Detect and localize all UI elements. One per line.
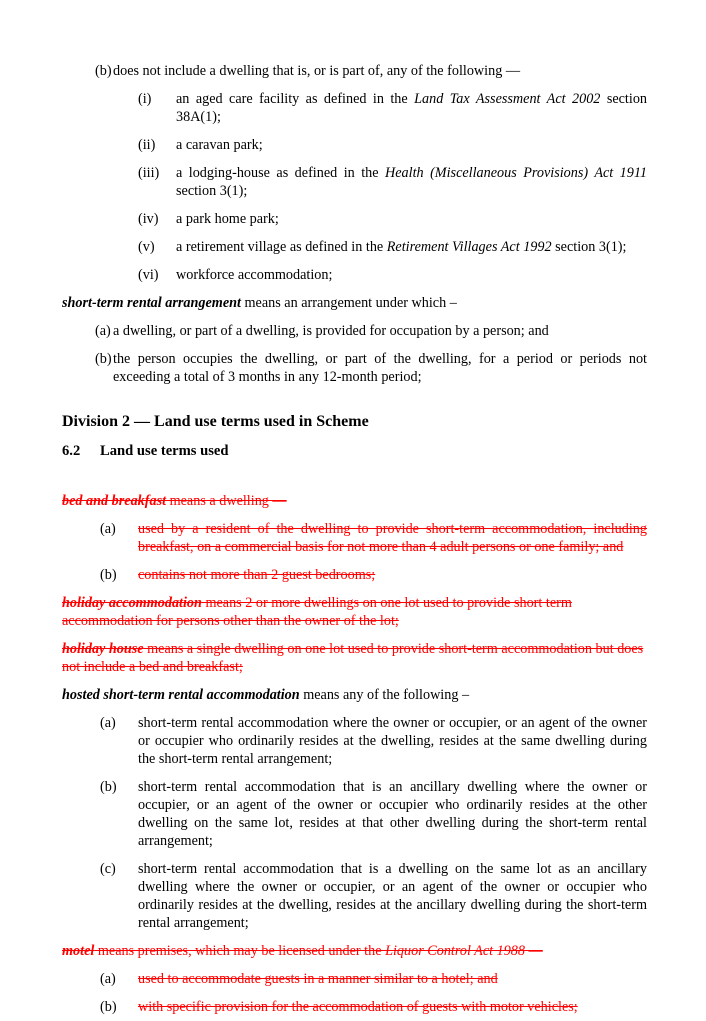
list-item xyxy=(62,998,647,1016)
list-item-text xyxy=(138,714,647,768)
list-marker: (i) xyxy=(138,91,152,107)
list-marker: (b) xyxy=(95,63,112,79)
list-item xyxy=(62,860,647,932)
list-item-text xyxy=(176,238,647,256)
list-marker: (a) xyxy=(100,521,116,537)
section-heading xyxy=(62,442,647,460)
list-item xyxy=(62,266,647,284)
list-marker: (a) xyxy=(100,715,116,731)
text-run: the person occupies the dwelling, or part of the dwelling, for a period or periods not exceeding a total of 3 months in any 12-month period; xyxy=(113,351,647,385)
list-marker: (a) xyxy=(95,323,111,339)
defined-term: short-term rental arrangement xyxy=(62,295,241,311)
list-item xyxy=(62,520,647,556)
paragraph xyxy=(62,294,647,312)
list-item-text xyxy=(113,322,647,340)
list-item-text xyxy=(176,164,647,200)
list-item xyxy=(62,62,647,80)
list-item-text xyxy=(176,266,647,284)
list-item-text xyxy=(138,566,647,584)
deleted-text-run: accommodation for persons other than the owner of the lot; xyxy=(62,613,399,629)
text-run: means any of the following – xyxy=(299,687,470,703)
list-marker: (iv) xyxy=(138,211,159,227)
list-item-text xyxy=(176,90,647,126)
text-run: section 3(1); xyxy=(551,239,627,255)
list-marker: (c) xyxy=(100,861,116,877)
deleted-text-run: means 2 or more dwellings on one lot used to provide short term xyxy=(201,595,572,611)
list-item xyxy=(62,210,647,228)
list-item xyxy=(62,90,647,126)
text-run: a caravan park; xyxy=(176,137,263,153)
list-marker: (b) xyxy=(100,779,117,795)
list-item xyxy=(62,970,647,988)
list-item-text xyxy=(138,778,647,850)
list-marker: (v) xyxy=(138,239,155,255)
deleted-text-run: contains not more than 2 guest bedrooms; xyxy=(138,567,376,583)
list-marker: (a) xyxy=(100,971,116,987)
list-item-text xyxy=(113,350,647,386)
deleted-text-run: holiday house xyxy=(62,641,144,657)
document-body xyxy=(62,62,647,1016)
section-number: 6.2 xyxy=(62,443,81,459)
text-run: short-term rental accommodation that is an ancillary dwelling where the owner or occupier, or an agent of the owner or occupier who ordinarily resides at the other dwelling on the same lot, resides at that other dwelling during the short-term rental arrangement; xyxy=(138,779,647,849)
deleted-text-run: — xyxy=(525,943,543,959)
list-item-text xyxy=(138,998,647,1016)
text-run: short-term rental accommodation where the owner or occupier, or an agent of the owner or occupier who ordinarily resides at the dwelling, resides at the same dwelling during the short-term rental arrangement; xyxy=(138,715,647,767)
paragraph xyxy=(62,640,647,676)
division-heading: Division 2 — Land use terms used in Scheme xyxy=(62,413,369,430)
list-item xyxy=(62,164,647,200)
list-item xyxy=(62,778,647,850)
list-item xyxy=(62,322,647,340)
paragraph xyxy=(62,686,647,704)
text-run: an aged care facility as defined in the xyxy=(176,91,415,107)
list-item-text xyxy=(176,136,647,154)
list-item-text xyxy=(138,970,647,988)
deleted-text-run: motel xyxy=(62,943,95,959)
list-item xyxy=(62,136,647,154)
list-item xyxy=(62,566,647,584)
text-run: section 3(1); xyxy=(176,183,248,199)
text-run: Retirement Villages Act 1992 xyxy=(386,239,552,255)
list-marker: (iii) xyxy=(138,165,160,181)
text-run: a park home park; xyxy=(176,211,279,227)
text-run: Land Tax Assessment Act 2002 xyxy=(414,91,601,107)
list-item-text xyxy=(176,210,647,228)
deleted-text-run: Liquor Control Act 1988 xyxy=(385,943,525,959)
deleted-text-run: means a dwelling — xyxy=(166,493,287,509)
section-title: Land use terms used xyxy=(100,443,229,459)
list-item xyxy=(62,350,647,386)
text-run: does not include a dwelling that is, or is part of, any of the following — xyxy=(113,63,521,79)
list-item xyxy=(62,714,647,768)
list-item-text xyxy=(113,62,647,80)
text-run: a retirement village as defined in the xyxy=(176,239,387,255)
text-run: a dwelling, or part of a dwelling, is provided for occupation by a person; and xyxy=(113,323,549,339)
deleted-text-run: means premises, which may be licensed under the xyxy=(94,943,386,959)
paragraph xyxy=(62,942,647,960)
list-item-text xyxy=(138,860,647,932)
deleted-text-run: bed and breakfast xyxy=(62,493,167,509)
list-marker: (ii) xyxy=(138,137,156,153)
paragraph xyxy=(62,594,647,630)
deleted-text-run: not include a bed and breakfast; xyxy=(62,659,243,675)
deleted-text-run: with specific provision for the accommodation of guests with motor vehicles; xyxy=(138,999,578,1015)
text-run: workforce accommodation; xyxy=(176,267,333,283)
text-run: a lodging-house as defined in the xyxy=(176,165,385,181)
list-marker: (b) xyxy=(100,567,117,583)
list-marker: (b) xyxy=(95,351,112,367)
deleted-text-run: means a single dwelling on one lot used to provide short-term accommodation but does xyxy=(143,641,644,657)
text-run: means an arrangement under which – xyxy=(240,295,457,311)
text-run: short-term rental accommodation that is a dwelling on the same lot as an ancillary dwelling where the owner or occupier, or an agent of the owner or occupier who ordinarily resides at the dwelling, resides at the ancillary dwelling during the short-term rental arrangement; xyxy=(138,861,647,931)
text-run: section 38A(1); xyxy=(176,91,648,125)
list-marker: (vi) xyxy=(138,267,159,283)
paragraph xyxy=(62,492,647,510)
list-item xyxy=(62,238,647,256)
deleted-text-run: used to accommodate guests in a manner similar to a hotel; and xyxy=(138,971,498,987)
list-marker: (b) xyxy=(100,999,117,1015)
text-run: Health (Miscellaneous Provisions) Act 1911 xyxy=(385,165,648,181)
defined-term: hosted short-term rental accommodation xyxy=(62,687,300,703)
deleted-text-run: holiday accommodation xyxy=(62,595,202,611)
list-item-text xyxy=(138,520,647,556)
deleted-text-run: used by a resident of the dwelling to provide short-term accommodation, including breakfast, on a commercial basis for not more than 4 adult persons or one family; and xyxy=(138,521,647,555)
